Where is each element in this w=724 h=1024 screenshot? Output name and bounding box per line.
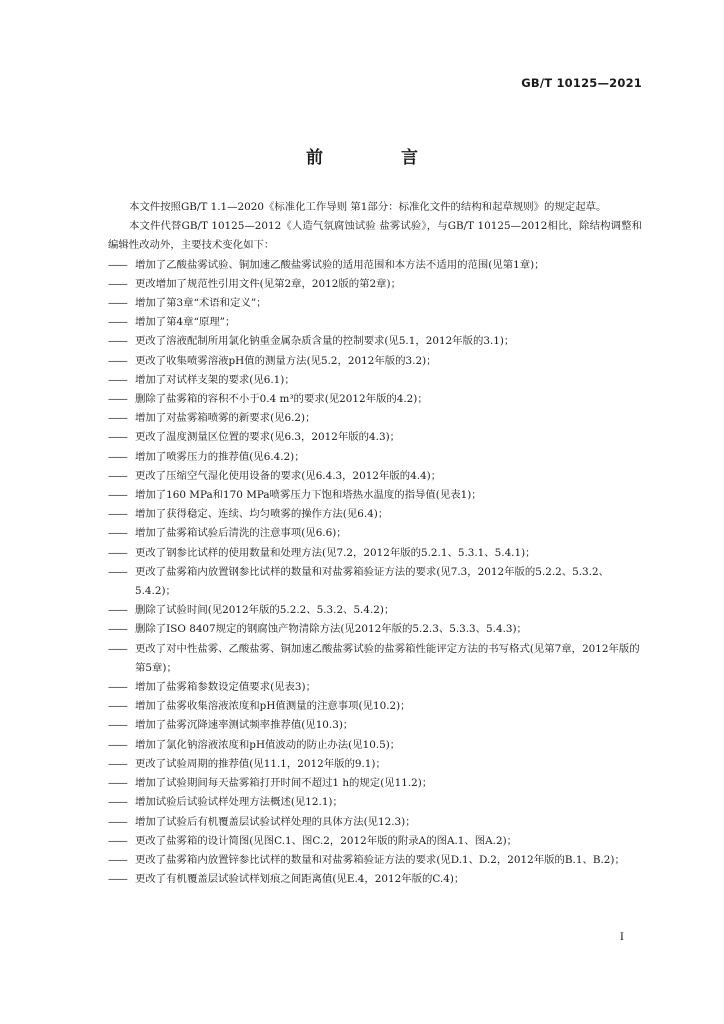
dash-marker: ——	[108, 719, 127, 732]
change-list-item-text: 增加了氯化钠溶液浓度和pH值波动的防止办法(见10.5)；	[135, 738, 401, 751]
dash-marker: ——	[108, 738, 127, 751]
dash-marker: ——	[108, 873, 127, 886]
change-list-item-text: 增加了盐雾沉降速率测试频率推荐值(见10.3)；	[135, 719, 354, 732]
change-list-item	[108, 409, 642, 428]
change-list-item-text: 增加了喷雾压力的推荐值(见6.4.2)；	[135, 450, 305, 463]
dash-marker: ——	[108, 489, 127, 502]
change-list-item-text: 更改了有机覆盖层试验试样划痕之间距离值(见E.4，2012年版的C.4)；	[135, 873, 465, 886]
dash-marker: ——	[108, 450, 127, 463]
foreword-body	[108, 198, 642, 889]
dash-marker: ——	[108, 815, 127, 828]
change-list-item-text: 更改了收集喷雾溶液pH值的测量方法(见5.2，2012年版的3.2)；	[135, 354, 437, 367]
change-list-item-text: 增加了盐雾箱试验后清洗的注意事项(见6.6)；	[135, 527, 347, 540]
change-list-item	[108, 428, 642, 447]
change-list	[108, 256, 642, 890]
change-list-item	[108, 294, 642, 313]
change-list-item-text: 删除了ISO 8407规定的钢腐蚀产物清除方法(见2012年版的5.2.3、5.3.3、5.4.3)；	[135, 623, 527, 636]
page-title: 前 言	[306, 148, 454, 168]
change-list-item	[108, 716, 642, 735]
change-list-item	[108, 601, 642, 620]
change-list-item	[108, 640, 642, 678]
change-list-item	[108, 390, 642, 409]
change-list-item-text: 增加了乙酸盐雾试验、铜加速乙酸盐雾试验的适用范围和本方法不适用的范围(见第1章)；	[135, 258, 545, 271]
dash-marker: ——	[108, 412, 127, 425]
dash-marker: ——	[108, 546, 127, 559]
dash-marker: ——	[108, 565, 127, 578]
change-list-item-text: 增加了试验期间每天盐雾箱打开时间不超过1 h的规定(见11.2)；	[135, 777, 433, 790]
change-list-item	[108, 352, 642, 371]
change-list-item	[108, 755, 642, 774]
change-list-item-text: 删除了盐雾箱的容积不小于0.4 m³的要求(见2012年版的4.2)；	[135, 393, 428, 406]
change-list-item	[108, 832, 642, 851]
change-list-item-text: 更改了盐雾箱内放置锌参比试样的数量和对盐雾箱验证方法的要求(见D.1、D.2，2012年版的B.1、B.2)；	[135, 853, 625, 866]
change-list-item-text: 增加了第3章“术语和定义”；	[135, 297, 267, 310]
dash-marker: ——	[108, 277, 127, 290]
change-list-item	[108, 813, 642, 832]
page-number: I	[619, 931, 624, 943]
change-list-item-text: 增加了第4章“原理”；	[135, 316, 236, 329]
change-list-item	[108, 256, 642, 275]
dash-marker: ——	[108, 354, 127, 367]
change-list-item	[108, 275, 642, 294]
change-list-item	[108, 563, 642, 601]
dash-marker: ——	[108, 796, 127, 809]
change-list-item-text: 增加了获得稳定、连续、均匀喷雾的操作方法(见6.4)；	[135, 508, 389, 521]
change-list-item	[108, 793, 642, 812]
dash-marker: ——	[108, 297, 127, 310]
change-list-item	[108, 332, 642, 351]
change-list-item	[108, 448, 642, 467]
dash-marker: ——	[108, 469, 127, 482]
change-list-item	[108, 620, 642, 639]
change-list-item	[108, 774, 642, 793]
change-list-item	[108, 678, 642, 697]
change-list-item-text: 更改了温度测量区位置的要求(见6.3，2012年版的4.3)；	[135, 431, 401, 444]
change-list-item	[108, 486, 642, 505]
dash-marker: ——	[108, 508, 127, 521]
change-list-item-text: 增加了对试样支架的要求(见6.1)；	[135, 373, 295, 386]
dash-marker: ——	[108, 642, 127, 655]
change-list-item-text: 增加试验后试验试样处理方法概述(见12.1)；	[135, 796, 343, 809]
change-list-item-text: 更改了对中性盐雾、乙酸盐雾、铜加速乙酸盐雾试验的盐雾箱性能评定方法的书写格式(见第7章，2012年版的第5章)；	[135, 642, 640, 674]
change-list-item	[108, 467, 642, 486]
change-list-item-text: 更改了溶液配制所用氯化钠重金属杂质含量的控制要求(见5.1，2012年版的3.1)；	[135, 335, 515, 348]
dash-marker: ——	[108, 757, 127, 770]
change-list-item	[108, 851, 642, 870]
change-list-item-text: 更改增加了规范性引用文件(见第2章，2012版的第2章)；	[135, 277, 401, 290]
change-list-item-text: 增加了对盐雾箱喷雾的新要求(见6.2)；	[135, 412, 316, 425]
change-list-item	[108, 870, 642, 889]
change-list-item-text: 更改了盐雾箱内放置钢参比试样的数量和对盐雾箱验证方法的要求(见7.3，2012年版的5.2.2、5.3.2、5.4.2)；	[135, 565, 609, 598]
change-list-item-text: 更改了钢参比试样的使用数量和处理方法(见7.2，2012年版的5.2.1、5.3.1、5.4.1)；	[135, 546, 536, 559]
change-list-item-text: 增加了盐雾收集溶液浓度和pH值测量的注意事项(见10.2)；	[135, 700, 411, 713]
dash-marker: ——	[108, 777, 127, 790]
change-list-item	[108, 544, 642, 563]
standard-code-header: GB/T 10125—2021	[521, 76, 642, 90]
change-list-item-text: 增加了盐雾箱参数设定值要求(见表3)；	[135, 681, 316, 694]
change-list-item	[108, 371, 642, 390]
dash-marker: ——	[108, 700, 127, 713]
dash-marker: ——	[108, 393, 127, 406]
dash-marker: ——	[108, 623, 127, 636]
dash-marker: ——	[108, 527, 127, 540]
intro-paragraph: 本文件按照GB/T 1.1—2020《标准化工作导则 第1部分：标准化文件的结构和起草规则》的规定起草。	[129, 201, 607, 213]
change-list-item-text: 更改了盐雾箱的设计简图(见图C.1、图C.2，2012年版的附录A的图A.1、图A.2)；	[135, 834, 518, 847]
dash-marker: ——	[108, 681, 127, 694]
dash-marker: ——	[108, 335, 127, 348]
change-list-item	[108, 697, 642, 716]
change-list-item-text: 删除了试验时间(见2012年版的5.2.2、5.3.2、5.4.2)；	[135, 604, 395, 617]
dash-marker: ——	[108, 853, 127, 866]
change-list-item	[108, 505, 642, 524]
dash-marker: ——	[108, 431, 127, 444]
change-list-item-text: 增加了试验后有机覆盖层试验试样处理的具体方法(见12.3)；	[135, 815, 416, 828]
dash-marker: ——	[108, 316, 127, 329]
dash-marker: ——	[108, 834, 127, 847]
change-list-item	[108, 736, 642, 755]
change-list-item-text: 更改了试验周期的推荐值(见11.1，2012年版的9.1)；	[135, 757, 386, 770]
change-list-item	[108, 313, 642, 332]
change-list-item-text: 更改了压缩空气湿化使用设备的要求(见6.4.3，2012年版的4.4)；	[135, 469, 442, 482]
intro-paragraph: 本文件代替GB/T 10125—2012《人造气氛腐蚀试验 盐雾试验》，与GB/T 10125—2012相比，除结构调整和编辑性改动外，主要技术变化如下：	[108, 220, 642, 252]
dash-marker: ——	[108, 604, 127, 617]
dash-marker: ——	[108, 373, 127, 386]
change-list-item	[108, 524, 642, 543]
dash-marker: ——	[108, 258, 127, 271]
change-list-item-text: 增加了160 MPa和170 MPa喷雾压力下饱和塔热水温度的指导值(见表1)；	[135, 489, 482, 502]
